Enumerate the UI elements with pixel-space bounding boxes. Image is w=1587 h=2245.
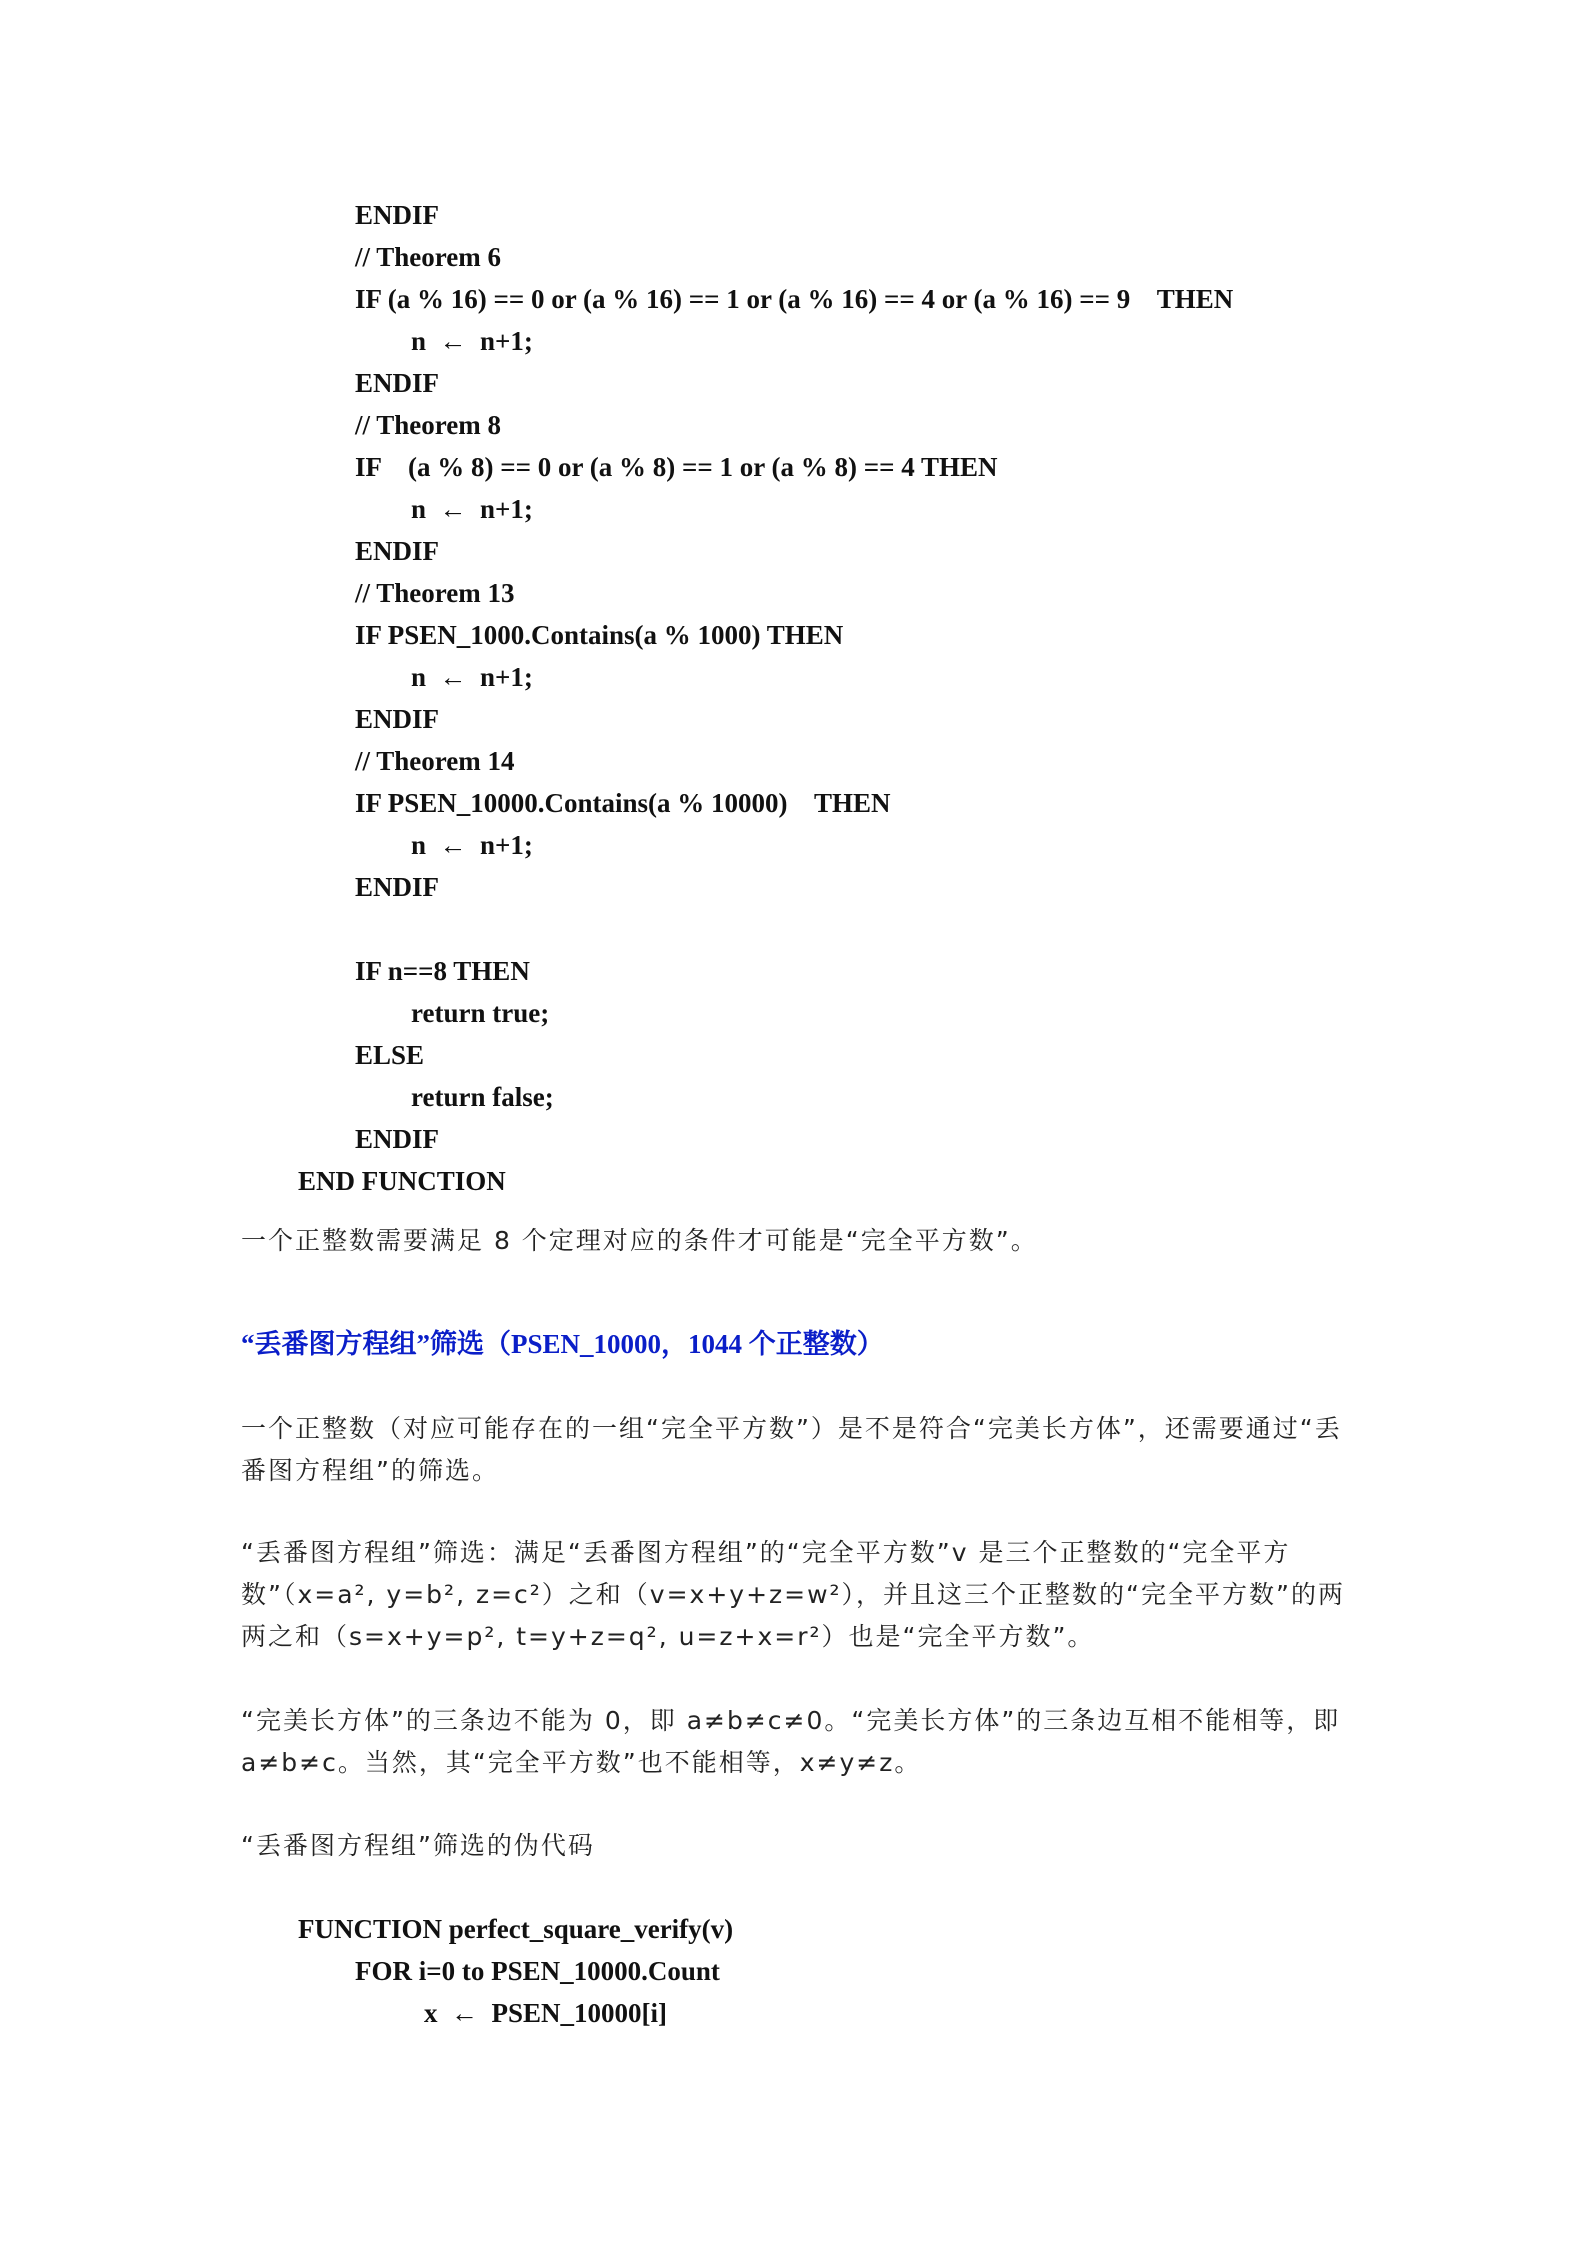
paragraph-edge-constraints: “完美长方体”的三条边不能为 0，即 a≠b≠c≠0。“完美长方体”的三条边互相不能相等，即 a≠b≠c。当然，其“完全平方数”也不能相等，x≠y≠z。 — [241, 1706, 1341, 1777]
code-line: n ← n+1; — [411, 662, 533, 692]
code-line: ENDIF — [355, 200, 440, 230]
code-line: IF n==8 THEN — [355, 956, 530, 986]
code-line: IF PSEN_1000.Contains(a % 1000) THEN — [355, 620, 844, 650]
code-comment: // Theorem 14 — [355, 746, 515, 776]
code-line: n ← n+1; — [411, 494, 533, 524]
code-line: n ← n+1; — [411, 326, 533, 356]
code-comment: // Theorem 13 — [355, 578, 515, 608]
section-heading: “丢番图方程组”筛选（PSEN_10000，1044 个正整数） — [241, 1329, 884, 1359]
code-line: ENDIF — [355, 368, 440, 398]
code-line: ELSE — [355, 1040, 425, 1070]
code-line: return true; — [411, 998, 550, 1028]
code-line: IF (a % 16) == 0 or (a % 16) == 1 or (a % 16) == 4 or (a % 16) == 9 THEN — [355, 284, 1234, 314]
paragraph-theorem-conditions: 一个正整数需要满足 8 个定理对应的条件才可能是“完全平方数”。 — [241, 1226, 1038, 1255]
code-line: IF PSEN_10000.Contains(a % 10000) THEN — [355, 788, 891, 818]
code-comment: // Theorem 8 — [355, 410, 501, 440]
code-line: FUNCTION perfect_square_verify(v) — [298, 1914, 734, 1944]
code-line: ENDIF — [355, 704, 440, 734]
paragraph-pseudocode-caption: “丢番图方程组”筛选的伪代码 — [241, 1831, 595, 1860]
code-line: return false; — [411, 1082, 554, 1112]
code-line: ENDIF — [355, 1124, 440, 1154]
code-line: IF (a % 8) == 0 or (a % 8) == 1 or (a % 8) == 4 THEN — [355, 452, 998, 482]
code-line: END FUNCTION — [298, 1166, 506, 1196]
code-line: n ← n+1; — [411, 830, 533, 860]
paragraph-diophantine-definition: “丢番图方程组”筛选：满足“丢番图方程组”的“完全平方数”v 是三个正整数的“完全平方数”（x=a², y=b², z=c²）之和（v=x+y+z=w²），并且这三个正整数的“完全平方数”的两两之和（s=x+y=p², t=y+z=q², u=z+x=r²）也是“完全平方数”。 — [241, 1538, 1345, 1651]
code-line: ENDIF — [355, 872, 440, 902]
code-comment: // Theorem 6 — [355, 242, 501, 272]
paragraph-intro: 一个正整数（对应可能存在的一组“完全平方数”）是不是符合“完美长方体”，还需要通过“丢番图方程组”的筛选。 — [241, 1414, 1342, 1485]
code-line: ENDIF — [355, 536, 440, 566]
code-line: x ← PSEN_10000[i] — [424, 1998, 667, 2028]
code-line: FOR i=0 to PSEN_10000.Count — [355, 1956, 720, 1986]
